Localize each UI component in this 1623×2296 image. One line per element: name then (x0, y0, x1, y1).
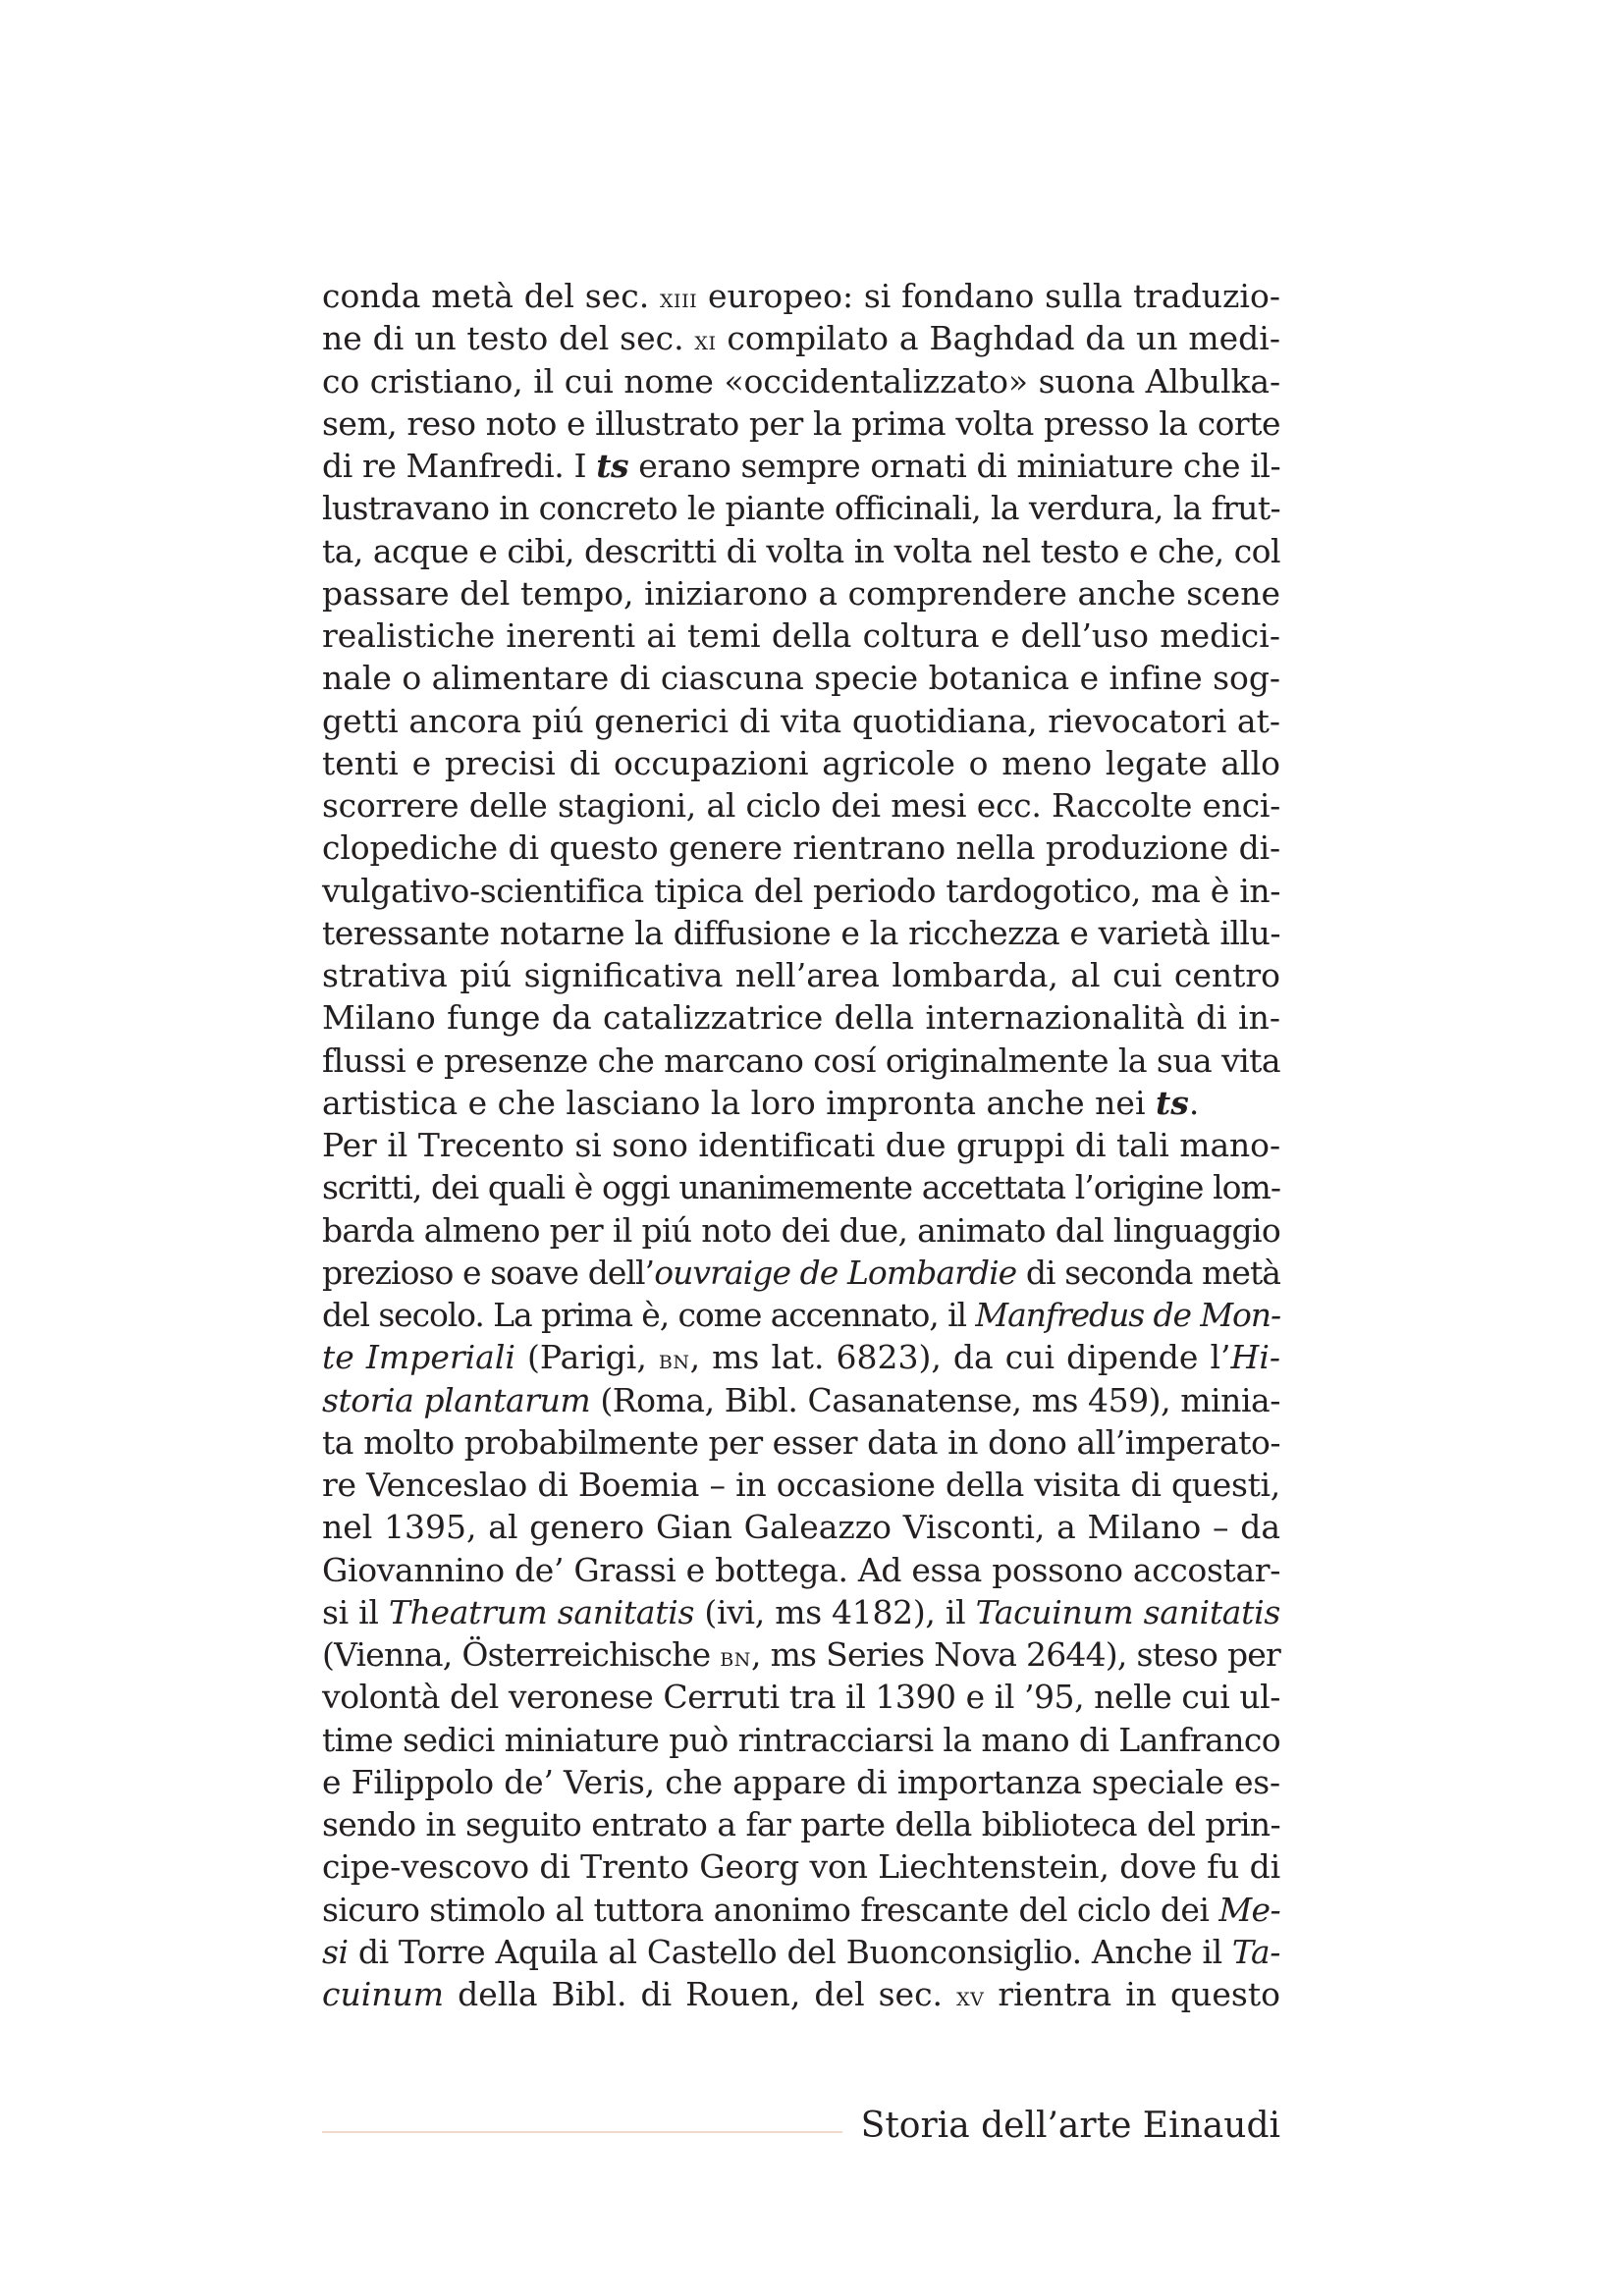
text-run: del secolo. La prima è, come accennato, il (322, 1296, 976, 1334)
text-line (322, 1676, 1280, 1718)
text-run: (Roma, Bibl. Casanatense, ms 459), minia- (590, 1380, 1280, 1419)
text-run: compilato a Baghdad da un medi- (716, 319, 1280, 358)
abbreviation-run: ts (1156, 1083, 1189, 1122)
text-line (322, 1166, 1280, 1208)
text-run: conda metà del sec. (322, 277, 660, 315)
text-run: tenti e precisi di occupazioni agricole o meno legate allo (322, 743, 1280, 782)
small-caps-run: bn (658, 1345, 690, 1376)
text-line (322, 1040, 1280, 1082)
italic-run: Manfredus de Mon- (975, 1296, 1281, 1334)
page-footer (322, 2102, 1280, 2151)
text-run: (ivi, ms 4182), il (694, 1592, 976, 1631)
small-caps-run: xiii (659, 284, 698, 314)
italic-run: Me- (1218, 1890, 1280, 1929)
text-line (322, 1124, 1280, 1166)
italic-run: te Imperiali (322, 1338, 515, 1377)
text-line (322, 784, 1280, 827)
text-line (322, 360, 1280, 402)
text-run: erano sempre ornati di miniature che il- (628, 447, 1281, 485)
text-line (322, 317, 1280, 359)
text-run: flussi e presenze che marcano cosí originalmente la sua vita (322, 1041, 1281, 1080)
text-line (322, 1464, 1280, 1506)
text-line (322, 1803, 1280, 1845)
small-caps-run: xv (956, 1982, 985, 2012)
italic-run: Hi- (1230, 1338, 1281, 1377)
text-line (322, 487, 1280, 529)
text-run: clopediche di questo genere rientrano nella produzione di- (322, 828, 1280, 868)
text-run: rientra in questo (984, 1975, 1280, 2013)
text-line (322, 1336, 1280, 1378)
text-line (322, 275, 1280, 317)
text-line (322, 1633, 1280, 1676)
text-run: e Filippolo de’ Veris, che appare di importanza speciale es- (322, 1762, 1280, 1801)
text-run: Giovannino de’ Grassi e bottega. Ad essa possono accostar- (322, 1550, 1280, 1589)
text-line (322, 996, 1280, 1039)
text-line (322, 1252, 1280, 1294)
text-line (322, 1931, 1280, 1973)
text-run: re Venceslao di Boemia – in occasione della visita di questi, (322, 1466, 1280, 1504)
text-line (322, 614, 1280, 657)
text-run: artistica e che lasciano la loro impronta anche nei (322, 1083, 1156, 1122)
footer-title: Storia dell’arte Einaudi (860, 2106, 1280, 2146)
text-line (322, 700, 1280, 742)
text-run: co cristiano, il cui nome «occidentalizzato» suona Albulka- (322, 361, 1280, 400)
abbreviation-run: ts (596, 447, 629, 485)
text-run: di Torre Aquila al Castello del Buonconsiglio. Anche il (348, 1932, 1232, 1971)
text-run: lustravano in concreto le piante officinali, la verdura, la frut- (322, 489, 1280, 528)
text-line (322, 1082, 1280, 1124)
small-caps-run: bn (720, 1642, 751, 1673)
text-run: ta, acque e cibi, descritti di volta in volta nel testo e che, col (322, 531, 1280, 570)
text-line (322, 954, 1280, 996)
text-run: realistiche inerenti ai temi della coltura e dell’uso medici- (322, 616, 1280, 655)
body-text (322, 275, 1280, 2015)
text-run: della Bibl. di Rouen, del sec. (444, 1975, 957, 2013)
text-run: Milano funge da catalizzatrice della internazionalità di in- (322, 998, 1280, 1038)
text-run: , ms Series Nova 2644), steso per (750, 1635, 1280, 1674)
text-line (322, 1845, 1280, 1888)
text-run: passare del tempo, iniziarono a comprendere anche scene (322, 573, 1280, 613)
text-line (322, 572, 1280, 614)
text-run: getti ancora piú generici di vita quotidiana, rievocatori at- (322, 701, 1280, 740)
text-line (322, 1973, 1280, 2015)
text-run: si il (322, 1592, 389, 1631)
text-run: cipe-vescovo di Trento Georg von Liechtenstein, dove fu di (322, 1847, 1280, 1887)
text-run: prezioso e soave dell’ (322, 1253, 655, 1292)
text-run: teressante notarne la diffusione e la ricchezza e varietà illu- (322, 913, 1280, 952)
text-run: (Vienna, Österreichische (322, 1635, 721, 1674)
text-run: . (1188, 1083, 1200, 1122)
text-run: nel 1395, al genero Gian Galeazzo Visconti, a Milano – da (322, 1508, 1280, 1547)
text-run: sendo in seguito entrato a far parte della biblioteca del prin- (322, 1805, 1280, 1843)
italic-run: ouvraige de Lombardie (654, 1253, 1017, 1292)
text-line (322, 1889, 1280, 1931)
text-line (322, 1549, 1280, 1591)
text-run: di re Manfredi. I (322, 447, 597, 485)
text-line (322, 1591, 1280, 1633)
text-run: scritti, dei quali è oggi unanimemente accettata l’origine lom- (322, 1168, 1280, 1207)
text-line (322, 1379, 1280, 1421)
text-line (322, 1719, 1280, 1761)
text-run: , ms lat. 6823), da cui dipende l’ (689, 1338, 1231, 1377)
text-line (322, 445, 1280, 487)
text-run: (Parigi, (514, 1338, 659, 1377)
text-line (322, 1294, 1280, 1336)
text-line (322, 742, 1280, 784)
italic-run: cuinum (322, 1975, 445, 2013)
italic-run: storia plantarum (322, 1380, 591, 1419)
text-line (322, 870, 1280, 912)
italic-run: si (322, 1932, 349, 1971)
text-line (322, 1209, 1280, 1252)
text-run: Per il Trecento si sono identificati due gruppi di tali mano- (322, 1126, 1280, 1164)
text-line (322, 912, 1280, 954)
text-line (322, 827, 1280, 869)
text-run: strativa piú significativa nell’area lombarda, al cui centro (322, 956, 1280, 994)
text-run: scorrere delle stagioni, al ciclo dei mesi ecc. Raccolte enci- (322, 786, 1280, 825)
text-line (322, 1761, 1280, 1803)
text-run: sem, reso noto e illustrato per la prima volta presso la corte (322, 403, 1280, 443)
text-run: di seconda metà (1016, 1253, 1280, 1292)
text-run: time sedici miniature può rintracciarsi la mano di Lanfranco (322, 1720, 1280, 1759)
text-run: europeo: si fondano sulla traduzio- (697, 277, 1280, 315)
text-run: ne di un testo del sec. (322, 319, 695, 358)
footer-rule (322, 2131, 842, 2133)
text-run: sicuro stimolo al tuttora anonimo frescante del ciclo dei (322, 1890, 1219, 1929)
text-line (322, 1421, 1280, 1464)
text-run: barda almeno per il piú noto dei due, animato dal linguaggio (322, 1210, 1280, 1250)
text-line (322, 657, 1280, 699)
text-run: nale o alimentare di ciascuna specie botanica e infine sog- (322, 659, 1280, 698)
text-run: ta molto probabilmente per esser data in dono all’imperato- (322, 1422, 1281, 1462)
text-line (322, 1506, 1280, 1548)
text-line (322, 402, 1280, 445)
text-line (322, 530, 1280, 572)
italic-run: Tacuinum sanitatis (975, 1592, 1281, 1631)
small-caps-run: xi (694, 326, 717, 357)
text-run: vulgativo-scientifica tipica del periodo tardogotico, ma è in- (322, 871, 1280, 910)
text-run: volontà del veronese Cerruti tra il 1390 e il ’95, nelle cui ul- (322, 1678, 1280, 1717)
italic-run: Theatrum sanitatis (388, 1592, 695, 1631)
italic-run: Ta- (1231, 1932, 1280, 1971)
